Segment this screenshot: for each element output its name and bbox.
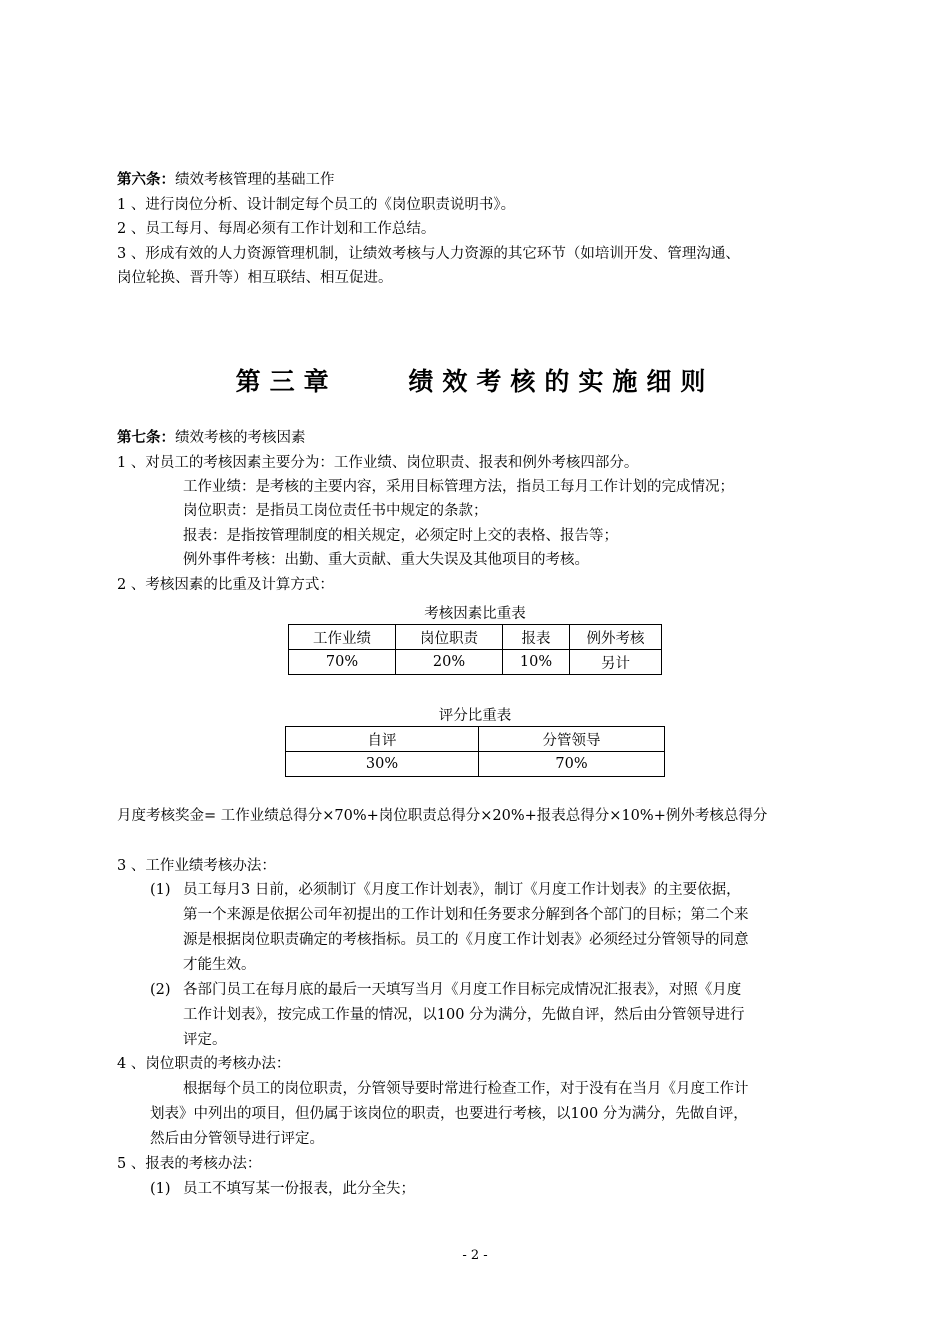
table-header-cell: 例外考核 xyxy=(570,625,662,650)
list-item-line: 员工不填写某一份报表，此分全失； xyxy=(183,1181,415,1197)
table-row xyxy=(286,752,665,777)
list-item-line: 才能生效。 xyxy=(183,957,256,973)
section-3-title: 3 、工作业绩考核办法： xyxy=(117,858,276,874)
list-item-line: 工作计划表》，按完成工作量的情况，以100 分为满分，先做自评，然后由分管领导进行 xyxy=(183,1007,745,1023)
table-2-caption: 评分比重表 xyxy=(438,708,512,724)
table-row xyxy=(286,727,665,752)
list-number: (1) xyxy=(150,1181,171,1197)
table-cell: 10% xyxy=(503,650,570,675)
section-4-title: 4 、岗位职责的考核办法： xyxy=(117,1056,291,1072)
list-item-line: 第一个来源是依据公司年初提出的工作计划和任务要求分解到各个部门的目标；第二个来 xyxy=(183,907,749,923)
article-6-item-1: 1 、进行岗位分析、设计制定每个员工的《岗位职责说明书》。 xyxy=(117,197,516,213)
article-6-item-3-cont: 岗位轮换、晋升等）相互联结、相互促进。 xyxy=(117,270,393,286)
table-1-caption: 考核因素比重表 xyxy=(424,606,526,622)
weight-factor-table xyxy=(288,624,662,675)
table-header-cell: 自评 xyxy=(286,727,479,752)
article-6-heading: 第六条：绩效考核管理的基础工作 xyxy=(117,171,335,188)
table-header-cell: 报表 xyxy=(503,625,570,650)
table-cell: 70% xyxy=(289,650,396,675)
definition-item: 岗位职责：是指员工岗位责任书中规定的条款； xyxy=(183,503,488,519)
table-cell: 70% xyxy=(479,752,665,777)
article-6-item-2: 2 、员工每月、每周必须有工作计划和工作总结。 xyxy=(117,221,436,237)
list-item-line: 员工每月3 日前，必须制订《月度工作计划表》，制订《月度工作计划表》的主要依据， xyxy=(183,882,741,898)
table-row xyxy=(289,650,662,675)
table-row xyxy=(289,625,662,650)
list-item-line: 各部门员工在每月底的最后一天填写当月《月度工作目标完成情况汇报表》，对照《月度 xyxy=(183,982,742,998)
page-number: - 2 - xyxy=(462,1248,488,1263)
list-number: (2) xyxy=(150,982,171,998)
definition-item: 工作业绩：是考核的主要内容，采用目标管理方法，指员工每月工作计划的完成情况； xyxy=(183,479,734,495)
paragraph-line: 根据每个员工的岗位职责，分管领导要时常进行检查工作，对于没有在当月《月度工作计 xyxy=(183,1081,749,1097)
article-7-para-2: 2 、考核因素的比重及计算方式： xyxy=(117,577,334,593)
paragraph-line: 划表》中列出的项目，但仍属于该岗位的职责，也要进行考核，以100 分为满分，先做自评， xyxy=(150,1106,748,1122)
table-cell: 20% xyxy=(396,650,503,675)
article-7-heading: 第七条：绩效考核的考核因素 xyxy=(117,429,306,446)
paragraph-line: 然后由分管领导进行评定。 xyxy=(150,1131,324,1147)
definition-item: 例外事件考核：出勤、重大贡献、重大失误及其他项目的考核。 xyxy=(183,552,589,568)
section-5-title: 5 、报表的考核办法： xyxy=(117,1156,262,1172)
table-header-cell: 岗位职责 xyxy=(396,625,503,650)
list-item-line: 评定。 xyxy=(183,1032,227,1048)
definition-item: 报表：是指按管理制度的相关规定，必须定时上交的表格、报告等； xyxy=(183,528,618,544)
list-item-line: 源是根据岗位职责确定的考核指标。员工的《月度工作计划表》必须经过分管领导的同意 xyxy=(183,932,749,948)
list-number: (1) xyxy=(150,882,171,898)
table-cell: 30% xyxy=(286,752,479,777)
bonus-formula: 月度考核奖金= 工作业绩总得分×70%+岗位职责总得分×20%+报表总得分×10%+例外考核总得分 xyxy=(117,808,768,824)
table-cell: 另计 xyxy=(570,650,662,675)
article-7-para-1: 1 、对员工的考核因素主要分为：工作业绩、岗位职责、报表和例外考核四部分。 xyxy=(117,455,639,471)
article-6-item-3: 3 、形成有效的人力资源管理机制，让绩效考核与人力资源的其它环节（如培训开发、管理沟通、 xyxy=(117,246,740,262)
chapter-title: 第三章 绩效考核的实施细则 xyxy=(235,367,715,396)
table-header-cell: 分管领导 xyxy=(479,727,665,752)
score-weight-table xyxy=(285,726,665,777)
table-header-cell: 工作业绩 xyxy=(289,625,396,650)
